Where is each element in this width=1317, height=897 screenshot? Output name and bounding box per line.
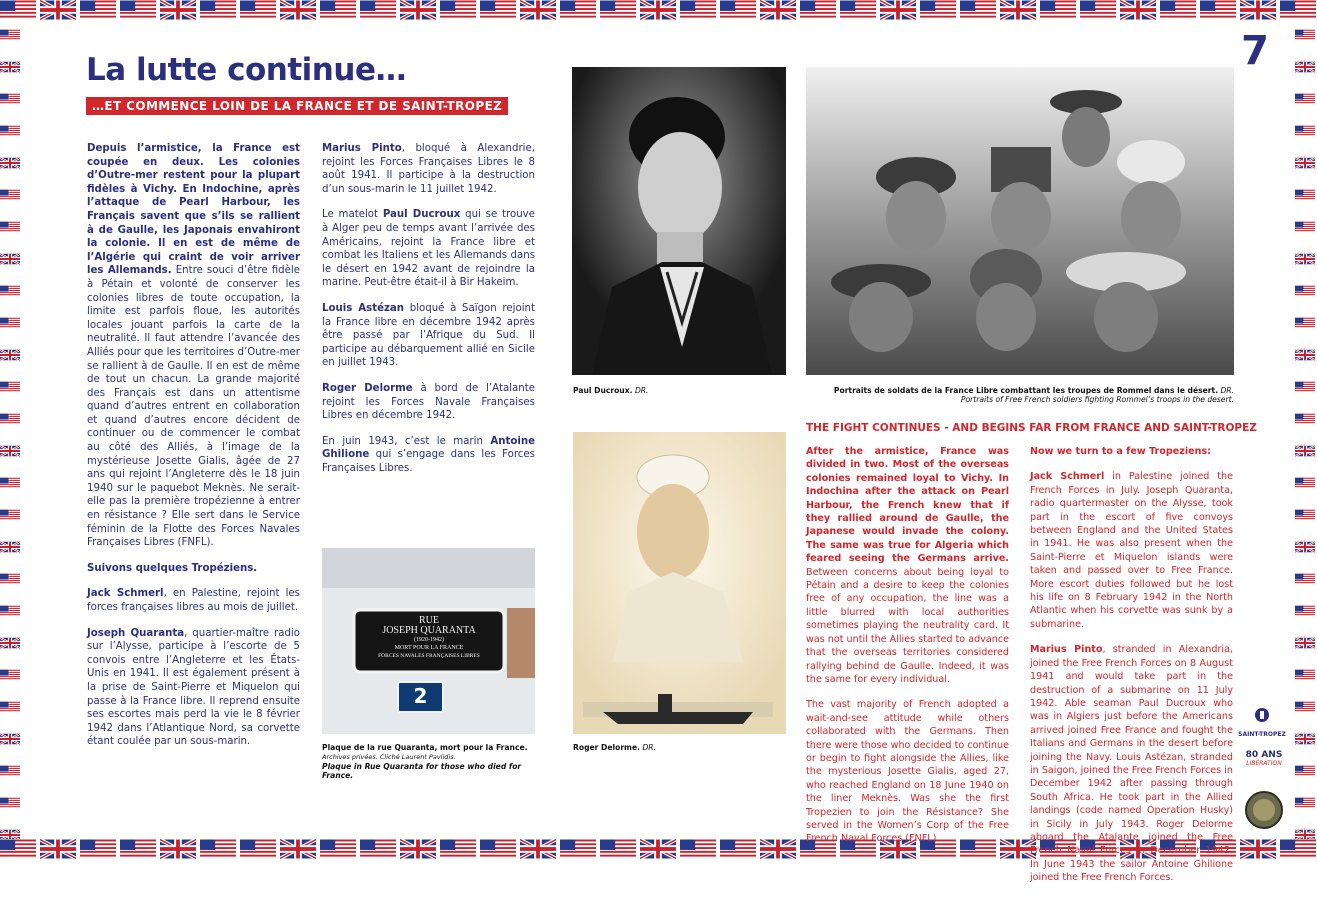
us-flag-icon bbox=[1295, 86, 1315, 112]
paragraph bbox=[322, 382, 535, 423]
paragraph-bold: Roger Delorme bbox=[322, 382, 413, 394]
plaque-house-number: 2 bbox=[413, 684, 428, 708]
us-flag-icon bbox=[1295, 22, 1315, 48]
us-flag-icon bbox=[0, 470, 20, 496]
uk-flag-icon bbox=[0, 54, 20, 80]
paragraph bbox=[806, 445, 1009, 686]
us-flag-icon bbox=[120, 839, 156, 859]
uk-flag-icon bbox=[1240, 839, 1276, 859]
caption-soldiers: Portraits de soldats de la France Libre combattant les troupes de Rommel dans le désert. DR. Portraits of Free French soldiers fighting Rommel’s troops in the desert. bbox=[833, 386, 1234, 404]
uk-flag-icon bbox=[40, 839, 76, 859]
us-flag-icon bbox=[320, 839, 356, 859]
us-flag-icon bbox=[200, 839, 236, 859]
us-flag-icon bbox=[1295, 694, 1315, 720]
paragraph-text: qui se trouve à Alger peu de temps avant l’arrivée des Américains, rejoint la France libre et combat les Italiens et les Allemands dans le désert en 1942 avant de rejoindre la marine. Peut-être était-il à Bir Hakeim. bbox=[322, 209, 535, 289]
uk-flag-icon bbox=[0, 534, 20, 560]
paragraph-bold: Marius Pinto bbox=[322, 143, 402, 154]
us-flag-icon bbox=[80, 0, 116, 20]
paragraph bbox=[87, 627, 300, 749]
paragraph bbox=[322, 435, 535, 476]
us-flag-icon bbox=[1295, 118, 1315, 144]
uk-flag-icon bbox=[1295, 54, 1315, 80]
paragraph bbox=[87, 142, 300, 550]
us-flag-icon bbox=[240, 839, 276, 859]
paragraph-text: à bord de l’Atalante rejoint les Forces Navale Françaises Libres en décembre 1942. bbox=[322, 382, 535, 422]
paragraph-bold: Antoine Ghilione bbox=[322, 435, 535, 461]
us-flag-icon bbox=[440, 839, 476, 859]
uk-flag-icon bbox=[1295, 150, 1315, 176]
page-number: 7 bbox=[1241, 28, 1269, 74]
uk-flag-icon bbox=[880, 0, 916, 20]
us-flag-icon bbox=[0, 0, 36, 20]
plaque-line-3: (1920-1942) bbox=[414, 637, 444, 643]
paragraph-text: , bloqué à Alexandrie, rejoint les Forces Françaises Libres le 8 août 1941. Il participe à la destruction d’un sous-marin le 11 juillet 1942. bbox=[322, 143, 535, 195]
caption-plaque-credit: Archives privées. Cliché Laurent Pavlidis. bbox=[322, 753, 456, 761]
us-flag-icon bbox=[0, 694, 20, 720]
us-flag-icon bbox=[80, 839, 116, 859]
caption-soldiers-en: Portraits of Free French soldiers fighting Rommel’s troops in the desert. bbox=[960, 395, 1234, 404]
us-flag-icon bbox=[560, 839, 596, 859]
paragraph-text: Entre souci d’être fidèle à Pétain et volonté de conserver les colonies libres de toute occupation, la limite est parfois floue, les autorités locales jouant parfois la carte de la neutralité. Il faut attendre l’avancée des Alliés pour que les territoires d’Outre-mer se rallient à de Gaulle. Il en est de même de tout un chacun. La grande majorité des Français est dans un attentisme quand d’autres entrent en collaboration et quand d’autres encore décident de continuer ou de commencer le combat au côté des Alliés, à l’image de la mystérieuse Josette Gialis, âgée de 27 ans qui rejoint l’Angleterre dès le 18 juin 1940 sur le paquebot Meknès. Ne serait-elle pas la première tropézienne à entrer en résistance ? Elle sert dans le Service féminin de la Flotte des Forces Navales Françaises Libres (FNFL). bbox=[87, 265, 301, 549]
photo-paul-ducroux bbox=[572, 67, 786, 375]
uk-flag-icon bbox=[1295, 822, 1315, 839]
us-flag-icon bbox=[1295, 182, 1315, 208]
us-flag-icon bbox=[0, 182, 20, 208]
paragraph-text: Between concerns about being loyal to Pétain and a desire to keep the colonies free of any occupation, the line was a little blurred with local authorities sometimes playing the neutrality card. It was not until the Allies started to advance that the overseas territories considered rallying behind de Gaulle. Indeed, it was the same for every individual. bbox=[806, 566, 1009, 685]
paragraph-lead: Le matelot bbox=[322, 209, 383, 221]
uk-flag-icon bbox=[1295, 726, 1315, 752]
us-flag-icon bbox=[1295, 790, 1315, 816]
uk-flag-icon bbox=[40, 0, 76, 20]
us-flag-icon bbox=[1295, 278, 1315, 304]
plaque-line-2: JOSEPH QUARANTA bbox=[382, 625, 476, 636]
uk-flag-icon bbox=[520, 839, 556, 859]
us-flag-icon bbox=[360, 0, 396, 20]
us-flag-icon bbox=[0, 86, 20, 112]
paragraph bbox=[87, 562, 300, 576]
paragraph-text: The vast majority of French adopted a wait-and-see attitude while others collaborated with the Germans. Then there were those who decided to continue or begin to fight alongside the Allies, like the mysterious Josette Gialis, aged 27, who reached England on 18 June 1940 on the liner Meknès. Was she the first Tropezien to join the Résistance? She served in the Women’s Corp of the Free French Naval Forces (FNFL). bbox=[806, 699, 1009, 845]
caption-plaque: Plaque de la rue Quaranta, mort pour la France. Archives privées. Cliché Laurent Pavlidis. Plaque in Rue Quaranta for those who died for France. bbox=[322, 743, 528, 780]
paragraph-text: , stranded in Alexandria, joined the Free French Forces on 8 August 1941 and would take part in the destruction of a submarine on 11 July 1942. Able seaman Paul Ducroux who was in Algiers just before the Americans arrived joined Free France and fought the Italians and Germans in the desert before joining the Navy. Louis Astézan, stranded in Saigon, joined the Free French Forces in December 1942 after passing through South Africa. He took part in the Allied landings (code named Operation Husky) in Sicily in July 1943. Roger Delorme aboard the Atalante joined the Free French Naval Forces in December 1942. In June 1943 the sailor Antoine Ghilione joined the Free French Forces. bbox=[1030, 644, 1234, 884]
us-flag-icon bbox=[1295, 470, 1315, 496]
us-flag-icon bbox=[920, 0, 956, 20]
uk-flag-icon bbox=[0, 150, 20, 176]
uk-flag-icon bbox=[1240, 0, 1276, 20]
uk-flag-icon bbox=[760, 839, 796, 859]
us-flag-icon bbox=[1295, 566, 1315, 592]
us-flag-icon bbox=[0, 214, 20, 240]
us-flag-icon bbox=[120, 0, 156, 20]
page-subtitle: …ET COMMENCE LOIN DE LA FRANCE ET DE SAINT-TROPEZ bbox=[86, 97, 508, 115]
us-flag-icon bbox=[840, 0, 876, 20]
us-flag-icon bbox=[360, 839, 396, 859]
paragraph bbox=[322, 208, 535, 290]
us-flag-icon bbox=[440, 0, 476, 20]
us-flag-icon bbox=[1280, 0, 1316, 20]
uk-flag-icon bbox=[0, 726, 20, 752]
french-column-2 bbox=[322, 142, 535, 487]
uk-flag-icon bbox=[160, 839, 196, 859]
uk-flag-icon bbox=[640, 839, 676, 859]
caption-paul-ducroux: Paul Ducroux. DR. bbox=[573, 386, 649, 395]
caption-plaque-en: Plaque in Rue Quaranta for those who died for France. bbox=[322, 762, 522, 780]
paragraph bbox=[1030, 643, 1233, 884]
us-flag-icon bbox=[680, 0, 716, 20]
paragraph-bold: Suivons quelques Tropéziens. bbox=[87, 562, 258, 574]
paragraph bbox=[87, 587, 300, 614]
uk-flag-icon bbox=[1295, 534, 1315, 560]
us-flag-icon bbox=[1295, 374, 1315, 400]
us-flag-icon bbox=[480, 0, 516, 20]
us-flag-icon bbox=[1160, 0, 1196, 20]
us-flag-icon bbox=[0, 566, 20, 592]
us-flag-icon bbox=[720, 0, 756, 20]
us-flag-icon bbox=[680, 839, 716, 859]
uk-flag-icon bbox=[400, 0, 436, 20]
photo-free-french-soldiers bbox=[806, 67, 1234, 375]
us-flag-icon bbox=[800, 0, 836, 20]
us-flag-icon bbox=[0, 598, 20, 624]
saint-tropez-logo: SAINT-TROPEZ bbox=[1236, 707, 1288, 738]
paragraph bbox=[806, 698, 1009, 845]
paragraph bbox=[322, 302, 535, 370]
english-column-1 bbox=[806, 445, 1009, 858]
uk-flag-icon bbox=[160, 0, 196, 20]
uk-flag-icon bbox=[0, 822, 20, 839]
plaque-line-5: FORCES NAVALES FRANÇAISES LIBRES bbox=[378, 653, 480, 659]
paragraph-text: in Palestine joined the French Forces in July. Joseph Quaranta, radio quartermaster on the Alysse, took part in the escort of five convoys between England and the United States in 1941. He was also present when the Saint-Pierre et Miquelon islands were taken and passed over to Free France. More escort duties followed but he lost his life on 8 February 1942 in the North Atlantic when his corvette was sunk by a submarine. bbox=[1030, 471, 1234, 630]
commemorative-medal-icon bbox=[1244, 790, 1284, 834]
paragraph-lead: En juin 1943, c’est le marin bbox=[322, 435, 491, 447]
us-flag-icon bbox=[1295, 662, 1315, 688]
uk-flag-icon bbox=[760, 0, 796, 20]
paragraph-text: qui s’engage dans les Forces Françaises Libres. bbox=[322, 449, 535, 474]
us-flag-icon bbox=[1040, 0, 1076, 20]
uk-flag-icon bbox=[1295, 630, 1315, 656]
us-flag-icon bbox=[480, 839, 516, 859]
uk-flag-icon bbox=[1295, 438, 1315, 464]
french-column-1 bbox=[87, 142, 300, 761]
uk-flag-icon bbox=[0, 342, 20, 368]
uk-flag-icon bbox=[520, 0, 556, 20]
paragraph-bold: Jack Schmerl bbox=[1030, 471, 1105, 483]
paragraph-bold: Marius Pinto bbox=[1030, 644, 1103, 656]
us-flag-icon bbox=[600, 839, 636, 859]
page-title: La lutte continue… bbox=[86, 52, 406, 88]
us-flag-icon bbox=[0, 758, 20, 784]
uk-flag-icon bbox=[1295, 342, 1315, 368]
paragraph-text: , quartier-maître radio sur l’Alysse, participe à l’escorte de 5 convois entre l’Angleterre et les États-Unis en 1941. Il est également présent à la prise de Saint-Pierre et Miquelon qui passe à la France libre. Il reprend ensuite ses escortes mais perd la vie le 8 février 1942 dans l’Atlantique Nord, sa corvette étant coulée par un sous-marin. bbox=[87, 627, 300, 748]
us-flag-icon bbox=[0, 790, 20, 816]
uk-flag-icon bbox=[1120, 0, 1156, 20]
us-flag-icon bbox=[0, 118, 20, 144]
us-flag-icon bbox=[320, 0, 356, 20]
liberation-80-logo: 80 ANS LIBÉRATION bbox=[1245, 750, 1283, 767]
us-flag-icon bbox=[600, 0, 636, 20]
english-column-2 bbox=[1030, 445, 1233, 897]
us-flag-icon bbox=[1295, 214, 1315, 240]
photo-street-plaque bbox=[322, 548, 535, 734]
photo-roger-delorme bbox=[573, 432, 786, 734]
us-flag-icon bbox=[1295, 598, 1315, 624]
paragraph bbox=[322, 142, 535, 196]
uk-flag-icon bbox=[0, 246, 20, 272]
paragraph bbox=[1030, 445, 1233, 458]
paragraph-bold: Paul Ducroux bbox=[382, 209, 461, 221]
uk-flag-icon bbox=[280, 839, 316, 859]
uk-flag-icon bbox=[1295, 246, 1315, 272]
page bbox=[22, 22, 1295, 884]
flag-border-left bbox=[0, 22, 22, 839]
us-flag-icon bbox=[0, 662, 20, 688]
paragraph-bold: Depuis l’armistice, la France est coupée en deux. Les colonies d’Outre-mer restent pour la plupart fidèles à Vichy. En Indochine, après l’attaque de Pearl Harbour, les Français savent que s’ils se rallient à de Gaulle, les Japonais envahiront la colonie. Il en est de même de l’Algérie qui craint de voir arriver les Allemands. bbox=[87, 143, 300, 277]
plaque-line-1: RUE bbox=[419, 615, 439, 626]
paragraph-text: , en Palestine, rejoint les forces françaises libres au mois de juillet. bbox=[87, 588, 300, 613]
flag-border-right bbox=[1295, 22, 1317, 839]
uk-flag-icon bbox=[280, 0, 316, 20]
paragraph-bold: Joseph Quaranta bbox=[87, 627, 185, 639]
saint-tropez-emblem-icon bbox=[1254, 707, 1270, 727]
us-flag-icon bbox=[0, 406, 20, 432]
us-flag-icon bbox=[0, 22, 20, 48]
uk-flag-icon bbox=[1000, 0, 1036, 20]
us-flag-icon bbox=[1200, 0, 1236, 20]
uk-flag-icon bbox=[0, 438, 20, 464]
us-flag-icon bbox=[1280, 839, 1316, 859]
us-flag-icon bbox=[1295, 310, 1315, 336]
uk-flag-icon bbox=[640, 0, 676, 20]
paragraph-bold: After the armistice, France was divided in two. Most of the overseas colonies remained loyal to Vichy. In Indochina after the attack on Pearl Harbour, the French knew that if they rallied around de Gaulle, the Japanese would invade the colony. The same was true for Algeria which feared seeing the Germans arrive. bbox=[806, 446, 1009, 565]
us-flag-icon bbox=[1295, 502, 1315, 528]
us-flag-icon bbox=[0, 839, 36, 859]
paragraph-text: bloqué à Saïgon rejoint la France libre en décembre 1942 après être passé par l’Afrique du Sud. Il participe au débarquement allié en Sicile en juillet 1943. bbox=[322, 302, 535, 369]
us-flag-icon bbox=[720, 839, 756, 859]
paragraph bbox=[1030, 470, 1233, 631]
plaque-line-4: MORT POUR LA FRANCE bbox=[394, 645, 464, 651]
us-flag-icon bbox=[200, 0, 236, 20]
us-flag-icon bbox=[1295, 406, 1315, 432]
us-flag-icon bbox=[0, 310, 20, 336]
us-flag-icon bbox=[0, 278, 20, 304]
us-flag-icon bbox=[1080, 0, 1116, 20]
us-flag-icon bbox=[0, 374, 20, 400]
uk-flag-icon bbox=[0, 630, 20, 656]
paragraph-bold: Now we turn to a few Tropeziens: bbox=[1030, 446, 1212, 457]
english-section-title: THE FIGHT CONTINUES - AND BEGINS FAR FROM FRANCE AND SAINT-TROPEZ bbox=[806, 422, 1257, 434]
uk-flag-icon bbox=[400, 839, 436, 859]
us-flag-icon bbox=[560, 0, 596, 20]
caption-roger-delorme: Roger Delorme. DR. bbox=[573, 743, 656, 752]
paragraph-bold: Jack Schmerl bbox=[87, 588, 164, 600]
us-flag-icon bbox=[240, 0, 276, 20]
us-flag-icon bbox=[1295, 758, 1315, 784]
us-flag-icon bbox=[960, 0, 996, 20]
paragraph-bold: Louis Astézan bbox=[322, 302, 405, 314]
flag-border-top bbox=[0, 0, 1317, 22]
us-flag-icon bbox=[0, 502, 20, 528]
